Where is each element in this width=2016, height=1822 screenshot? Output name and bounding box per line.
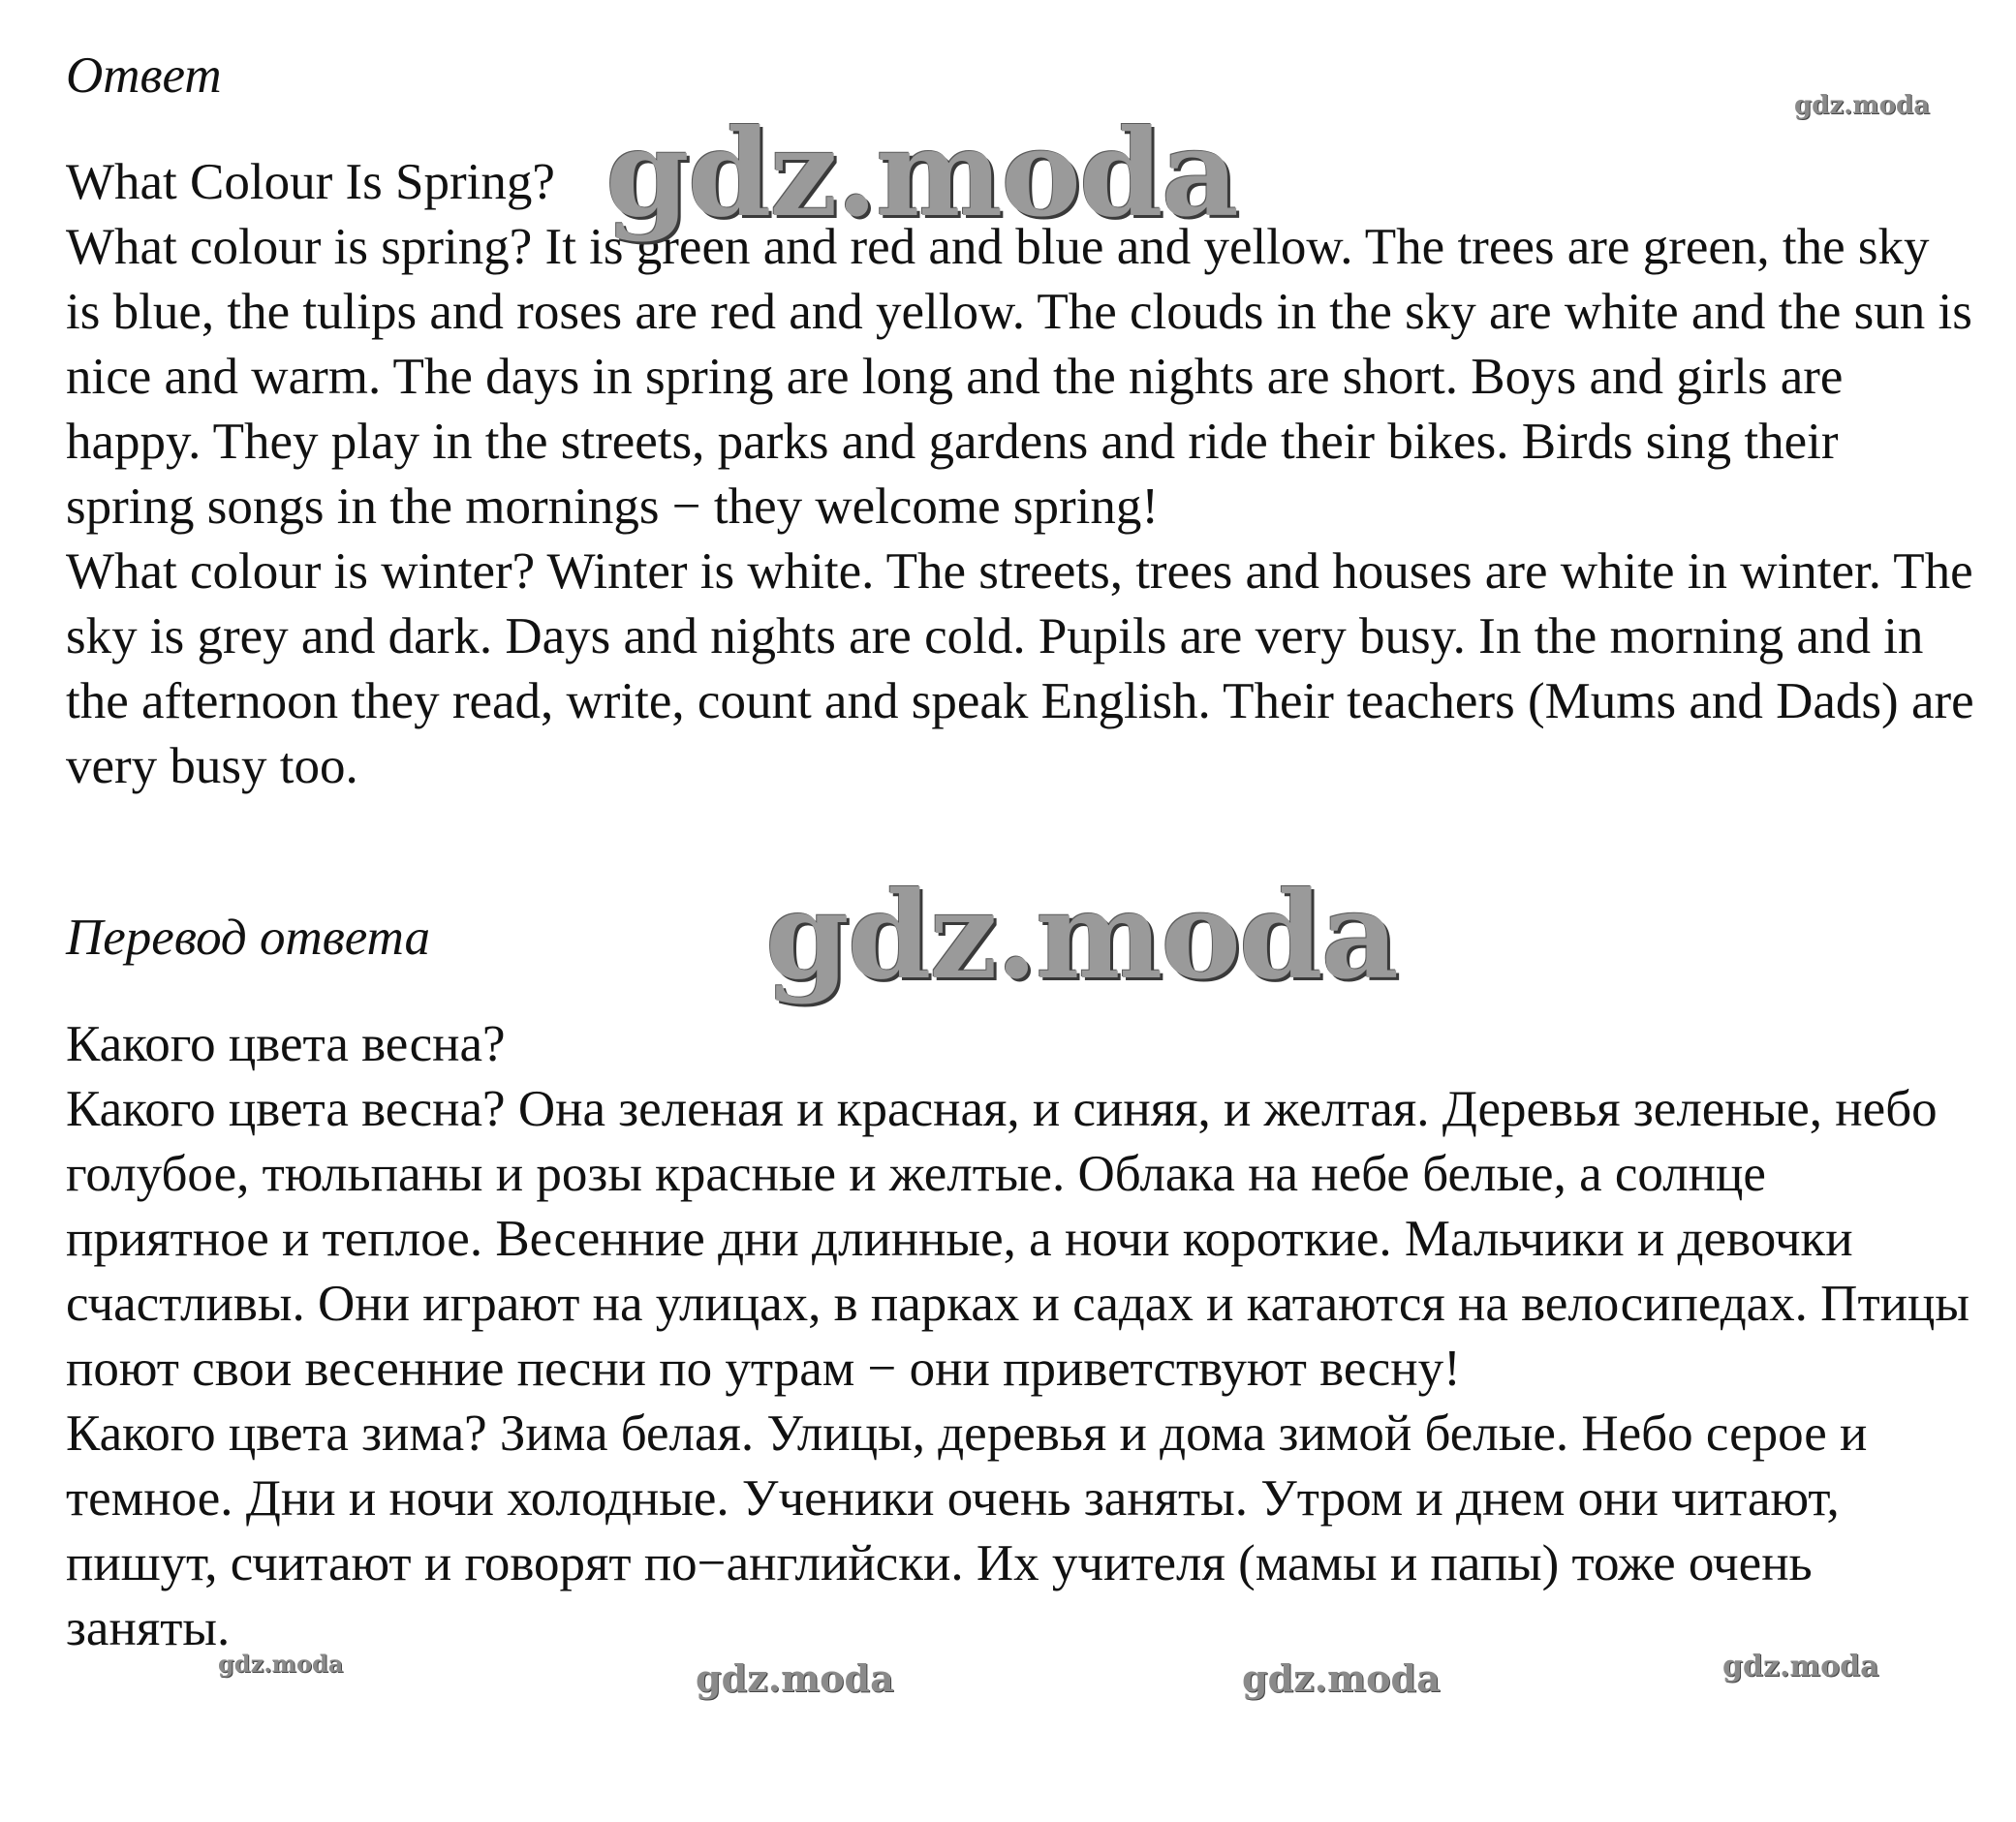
english-paragraph-spring: What colour is spring? It is green and red and blue and yellow. The trees are green, the sky is blue, the tulips and roses are red and yellow. The clouds in the sky are white and the sun is nice and warm. The days in spring are long and the nights are short. Boys and girls are happy. They play in the streets, parks and gardens and ride their bikes. Birds sing their spring songs in the mornings − they welcome spring! <box>66 219 1972 535</box>
watermark-logo: gdz.moda <box>218 1650 344 1678</box>
english-paragraph-winter: What colour is winter? Winter is white. The streets, trees and houses are white in winter. The sky is grey and dark. Days and nights are cold. Pupils are very busy. In the morning and in the afternoon they read, write, count and speak English. Their teachers (Mums and Dads) are very busy too. <box>66 543 1974 794</box>
russian-body <box>66 1077 1974 1661</box>
translation-heading: Перевод ответа <box>66 910 431 966</box>
russian-title <box>66 1012 1974 1077</box>
answer-heading: Ответ <box>66 47 222 104</box>
english-title-text: What Colour Is Spring? <box>66 154 555 210</box>
watermark-logo: gdz.moda <box>1794 91 1931 120</box>
russian-paragraph-winter: Какого цвета зима? Зима белая. Улицы, деревья и дома зимой белые. Небо серое и темное. Дни и ночи холодные. Ученики очень заняты. Утром и днем они читают, пишут, считают и говорят по−английски. Их учителя (мамы и папы) тоже очень заняты. <box>66 1405 1868 1656</box>
watermark-logo: gdz.moda <box>765 866 1397 1006</box>
watermark-logo: gdz.moda <box>696 1656 894 1700</box>
watermark-logo: gdz.moda <box>1722 1650 1879 1683</box>
english-body <box>66 215 1974 799</box>
russian-title-text: Какого цвета весна? <box>66 1016 506 1072</box>
russian-paragraph-spring: Какого цвета весна? Она зеленая и красная, и синяя, и желтая. Деревья зеленые, небо голубое, тюльпаны и розы красные и желтые. Облака на небе белые, а солнце приятное и теплое. Весенние дни длинные, а ночи короткие. Мальчики и девочки счастливы. Они играют на улицах, в парках и садах и катаются на велосипедах. Птицы поют свои весенние песни по утрам − они приветствуют весну! <box>66 1081 1969 1397</box>
watermark-logo: gdz.moda <box>605 104 1237 244</box>
watermark-logo: gdz.moda <box>1242 1656 1441 1700</box>
